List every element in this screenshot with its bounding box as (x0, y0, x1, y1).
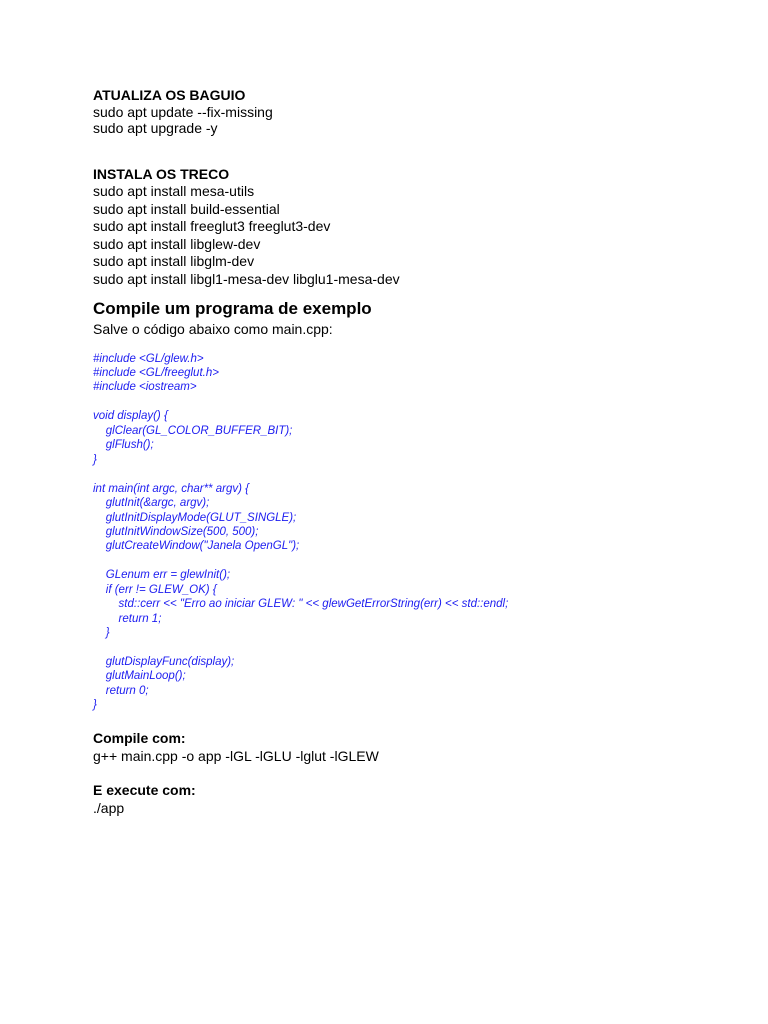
execute-command: ./app (93, 799, 125, 816)
code-line: #include <iostream> (93, 381, 197, 394)
code-line: int main(int argc, char** argv) { (93, 482, 249, 495)
code-line: #include <GL/glew.h> (93, 352, 204, 365)
section-compile-example (93, 298, 713, 338)
save-instruction-paragraph: Salve o código abaixo como main.cpp: (93, 320, 333, 337)
code-line: glutMainLoop(); (93, 670, 186, 683)
code-line: } (93, 627, 110, 640)
install-command-line: sudo apt install freeglut3 freeglut3-dev (93, 218, 331, 235)
install-command-line: sudo apt install build-essential (93, 200, 280, 217)
install-command-line: sudo apt install libglm-dev (93, 253, 255, 270)
code-line: GLenum err = glewInit(); (93, 569, 231, 582)
code-line: glutInit(&argc, argv); (93, 497, 210, 510)
section-update (93, 87, 713, 136)
code-line: } (93, 453, 97, 466)
code-line: glutCreateWindow("Janela OpenGL"); (93, 540, 300, 553)
code-line (93, 467, 713, 481)
update-command-line: sudo apt update --fix-missing (93, 104, 273, 120)
code-line: glFlush(); (93, 439, 154, 452)
section-install-heading: INSTALA OS TRECO (93, 166, 230, 182)
code-listing (93, 352, 713, 713)
section-compile-with (93, 730, 713, 765)
section-update-heading: ATUALIZA OS BAGUIO (93, 87, 246, 103)
code-line (93, 395, 713, 409)
section-execute-with-heading: E execute com: (93, 781, 196, 798)
code-line: return 1; (93, 612, 162, 625)
code-line: void display() { (93, 410, 168, 423)
code-line (93, 554, 713, 568)
code-line: return 0; (93, 684, 149, 697)
install-command-line: sudo apt install mesa-utils (93, 183, 255, 199)
upgrade-command-line: sudo apt upgrade -y (93, 120, 218, 136)
section-install (93, 166, 713, 289)
code-line: glutInitDisplayMode(GLUT_SINGLE); (93, 511, 297, 524)
code-line: glutInitWindowSize(500, 500); (93, 525, 259, 538)
install-command-line: sudo apt install libgl1-mesa-dev libglu1-mesa-dev (93, 270, 400, 287)
code-block (93, 352, 713, 713)
install-command-line: sudo apt install libglew-dev (93, 235, 261, 252)
code-line: glutDisplayFunc(display); (93, 656, 235, 669)
document-content (93, 87, 713, 817)
code-line: } (93, 699, 97, 712)
section-execute-with (93, 782, 713, 817)
code-line: glClear(GL_COLOR_BUFFER_BIT); (93, 424, 293, 437)
code-line: std::cerr << "Erro ao iniciar GLEW: " << glewGetErrorString(err) << std::endl; (93, 598, 509, 611)
code-line: #include <GL/freeglut.h> (93, 367, 219, 380)
section-compile-example-heading: Compile um programa de exemplo (93, 298, 372, 318)
section-compile-with-heading: Compile com: (93, 729, 186, 746)
code-line: if (err != GLEW_OK) { (93, 583, 217, 596)
code-line (93, 641, 713, 655)
compile-command: g++ main.cpp -o app -lGL -lGLU -lglut -lGLEW (93, 747, 379, 764)
